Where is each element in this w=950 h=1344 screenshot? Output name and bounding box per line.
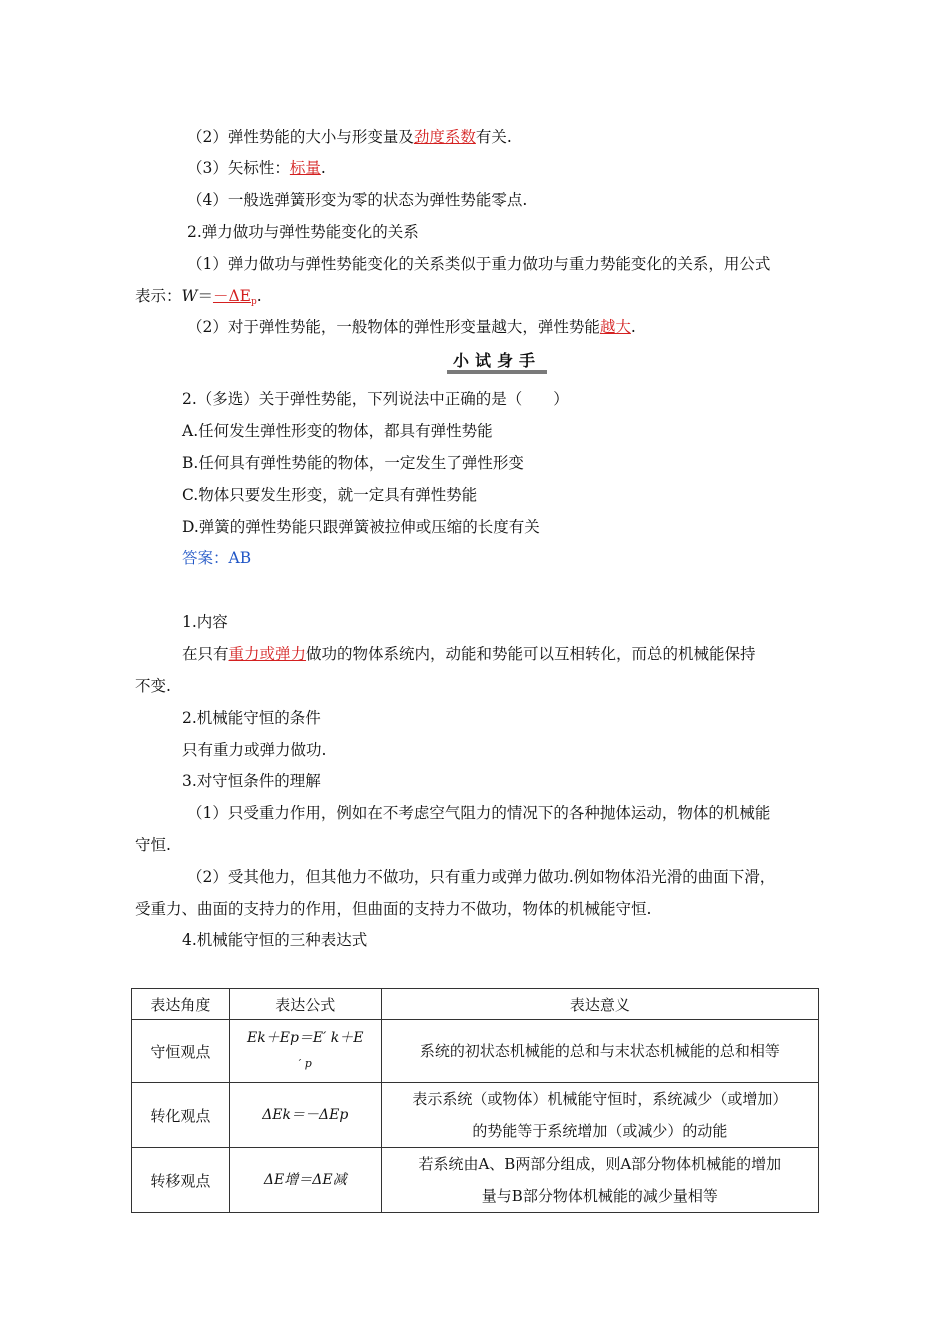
paragraph-formula (135, 286, 262, 312)
answer-blank: －ΔE (212, 287, 251, 305)
table-row (132, 1148, 819, 1213)
text: . (256, 287, 262, 305)
paragraph-gravity-only: （1）只受重力作用，例如在不考虑空气阻力的情况下的各种抛体运动，物体的机械能 (187, 804, 771, 822)
meaning-line: 若系统由A、B两部分组成，则A部分物体机械能的增加 (418, 1155, 782, 1173)
heading-work-relation: 2.弹力做功与弹性势能变化的关系 (187, 223, 419, 241)
answer-blank: 越大 (599, 318, 631, 336)
subscript: p (250, 297, 257, 307)
paragraph-condition: 只有重力或弹力做功. (182, 741, 327, 759)
header-meaning: 表达意义 (381, 989, 818, 1020)
expression-table (131, 988, 819, 1213)
text: W (181, 287, 198, 305)
cell-angle: 转移观点 (132, 1148, 230, 1213)
section-banner (447, 346, 547, 376)
formula-line: Ek＋Ep＝E′ k＋E (247, 1030, 364, 1046)
formula-line: ′ p (298, 1057, 312, 1070)
text: . (630, 318, 636, 336)
option-d: D.弹簧的弹性势能只跟弹簧被拉伸或压缩的长度有关 (182, 518, 540, 536)
text: （3）矢标性： (187, 159, 290, 177)
cell-formula: ΔE增＝ΔE减 (229, 1148, 381, 1213)
heading-three-forms: 4.机械能守恒的三种表达式 (182, 931, 368, 949)
banner-underline (447, 370, 547, 374)
heading-content: 1.内容 (182, 613, 228, 631)
text: . (320, 159, 326, 177)
paragraph-zero-point: （4）一般选弹簧形变为零的状态为弹性势能零点. (187, 191, 528, 209)
heading-condition: 2.机械能守恒的条件 (182, 709, 321, 727)
answer-blank: 标量 (289, 159, 321, 177)
cell-angle: 转化观点 (132, 1083, 230, 1148)
paragraph-analogy: （1）弹力做功与弹性势能变化的关系类似于重力做功与重力势能变化的关系，用公式 (187, 255, 771, 273)
cell-meaning (381, 1148, 818, 1213)
heading-understanding: 3.对守恒条件的理解 (182, 772, 321, 790)
paragraph-elastic-size (187, 127, 512, 147)
cell-formula (229, 1020, 381, 1083)
meaning-line: 量与B部分物体机械能的减少量相等 (481, 1187, 718, 1205)
answer-blank: 劲度系数 (413, 128, 476, 146)
text: 有关. (475, 128, 512, 146)
answer-blank: 重力或弹力 (228, 645, 307, 663)
text: （2）弹性势能的大小与形变量及 (187, 128, 414, 146)
cell-formula: ΔEk＝－ΔEp (229, 1083, 381, 1148)
option-a: A.任何发生弹性形变的物体，都具有弹性势能 (182, 422, 493, 440)
paragraph-other-forces-cont: 受重力、曲面的支持力的作用，但曲面的支持力不做功，物体的机械能守恒. (135, 900, 652, 918)
text: ＝ (197, 287, 213, 305)
meaning-line: 表示系统（或物体）机械能守恒时，系统减少（或增加） (412, 1090, 788, 1108)
paragraph-scalar (187, 158, 326, 178)
text: 表示： (135, 287, 182, 305)
cell-meaning: 系统的初状态机械能的总和与末状态机械能的总和相等 (381, 1020, 818, 1083)
paragraph-other-forces: （2）受其他力，但其他力不做功，只有重力或弹力做功.例如物体沿光滑的曲面下滑， (187, 868, 776, 886)
cell-angle: 守恒观点 (132, 1020, 230, 1083)
meaning-line: 的势能等于系统增加（或减少）的动能 (472, 1122, 728, 1140)
banner-title: 小试身手 (452, 351, 541, 370)
paragraph-larger (187, 317, 636, 337)
header-angle: 表达角度 (132, 989, 230, 1020)
table-row (132, 1083, 819, 1148)
table-row (132, 1020, 819, 1083)
paragraph-gravity-only-cont: 守恒. (135, 836, 171, 854)
paragraph-content-cont: 不变. (135, 677, 171, 695)
text: 做功的物体系统内，动能和势能可以互相转化，而总的机械能保持 (306, 645, 756, 663)
option-b: B.任何具有弹性势能的物体，一定发生了弹性形变 (182, 454, 524, 472)
cell-meaning (381, 1083, 818, 1148)
text: 在只有 (182, 645, 229, 663)
answer-text: 答案：AB (182, 549, 252, 567)
header-formula: 表达公式 (229, 989, 381, 1020)
option-c: C.物体只要发生形变，就一定具有弹性势能 (182, 486, 478, 504)
paragraph-content (182, 644, 756, 664)
text: （2）对于弹性势能，一般物体的弹性形变量越大，弹性势能 (187, 318, 600, 336)
question-stem: 2.（多选）关于弹性势能，下列说法中正确的是（ ） (182, 390, 569, 408)
